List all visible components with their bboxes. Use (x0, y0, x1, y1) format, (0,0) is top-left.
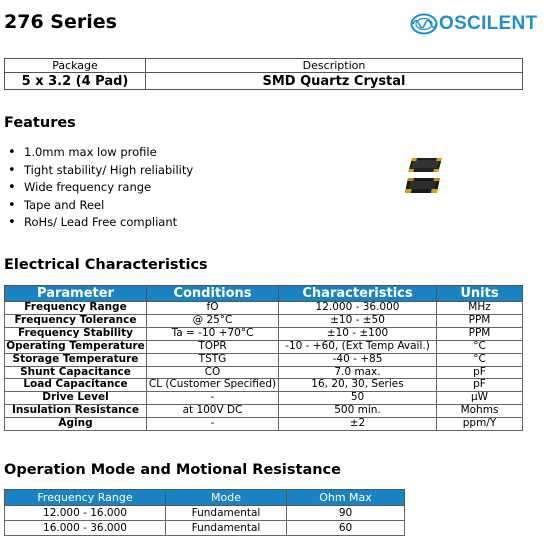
param-cell: Frequency Range (5, 302, 147, 315)
features-heading: Features (4, 115, 76, 131)
characteristic-cell: ±10 - ±50 (279, 314, 437, 327)
unit-cell: °C (437, 340, 523, 353)
electrical-heading: Electrical Characteristics (4, 257, 208, 273)
description-header: Description (146, 59, 523, 73)
characteristic-cell: 7.0 max. (279, 366, 437, 379)
condition-cell: TOPR (147, 340, 279, 353)
mode-cell: Fundamental (166, 506, 287, 521)
ohm-cell: 60 (287, 521, 405, 536)
table-row (5, 340, 523, 353)
characteristic-cell: 16, 20, 30, Series (279, 379, 437, 392)
param-cell: Insulation Resistance (5, 405, 147, 418)
ohm-cell: 90 (287, 506, 405, 521)
table-row (5, 506, 405, 521)
characteristic-cell: -40 - +85 (279, 353, 437, 366)
electrical-table (4, 285, 523, 431)
unit-cell: pF (437, 366, 523, 379)
crystal-product-image (402, 156, 452, 198)
unit-cell: ppm/Y (437, 418, 523, 431)
characteristic-cell: 12.000 - 36.000 (279, 302, 437, 315)
package-table (4, 58, 523, 90)
operation-table (4, 489, 405, 536)
brand-logo (410, 11, 555, 39)
param-cell: Operating Temperature (6, 339, 145, 352)
param-cell: Storage Temperature (5, 353, 147, 366)
unit-cell: PPM (437, 327, 523, 340)
param-cell: Frequency Tolerance (5, 314, 147, 327)
column-header: Ohm Max (287, 490, 405, 506)
table-row (5, 353, 523, 366)
condition-cell: CL (Customer Specified) (147, 379, 279, 392)
column-header: Mode (166, 490, 287, 506)
param-cell: Frequency Stability (5, 327, 147, 340)
frequency-cell: 12.000 - 16.000 (5, 506, 166, 521)
condition-cell: at 100V DC (147, 405, 279, 418)
column-header: Conditions (147, 286, 279, 302)
frequency-cell: 16.000 - 36.000 (5, 521, 166, 536)
condition-cell: - (147, 392, 279, 405)
table-row (5, 314, 523, 327)
unit-cell: MHz (437, 302, 523, 315)
condition-cell: TSTG (147, 353, 279, 366)
column-header: Characteristics (279, 286, 437, 302)
param-cell: Load Capacitance (5, 379, 147, 392)
table-row (5, 379, 523, 392)
table-row (5, 405, 523, 418)
column-header: Units (437, 286, 523, 302)
condition-cell: - (147, 418, 279, 431)
condition-cell: Ta = -10 +70°C (147, 327, 279, 340)
characteristic-cell: ±2 (279, 418, 437, 431)
features-list (8, 144, 193, 232)
page-title: 276 Series (4, 11, 117, 33)
table-row (5, 521, 405, 536)
characteristic-cell: -10 - +60, (Ext Temp Avail.) (279, 340, 437, 353)
mode-cell: Fundamental (166, 521, 287, 536)
characteristic-cell: 500 min. (279, 405, 437, 418)
table-row (5, 327, 523, 340)
param-cell: Shunt Capacitance (5, 366, 147, 379)
param-cell: Aging (5, 418, 147, 431)
list-item: • Wide frequency range (8, 179, 193, 197)
list-item: • Tight stability/ High reliability (8, 162, 193, 180)
description-value: SMD Quartz Crystal (146, 73, 523, 90)
unit-cell: μW (437, 392, 523, 405)
table-row (5, 392, 523, 405)
param-cell: Drive Level (5, 392, 147, 405)
characteristic-cell: 50 (279, 392, 437, 405)
list-item: • RoHs/ Lead Free compliant (8, 214, 193, 232)
package-value: 5 x 3.2 (4 Pad) (5, 73, 146, 90)
package-header: Package (5, 59, 146, 73)
condition-cell: CO (147, 366, 279, 379)
table-row (5, 366, 523, 379)
table-row (5, 302, 523, 315)
list-item: • Tape and Reel (8, 197, 193, 215)
logo-text: OSCILENT (439, 13, 538, 34)
unit-cell: pF (437, 379, 523, 392)
condition-cell: @ 25°C (147, 314, 279, 327)
condition-cell: fO (147, 302, 279, 315)
column-header: Parameter (5, 286, 147, 302)
operation-heading: Operation Mode and Motional Resistance (4, 462, 341, 478)
characteristic-cell: ±10 - ±100 (279, 327, 437, 340)
column-header: Frequency Range (5, 490, 166, 506)
table-row (5, 418, 523, 431)
unit-cell: °C (437, 353, 523, 366)
oscilent-wave-icon (410, 12, 438, 36)
unit-cell: Mohms (437, 405, 523, 418)
list-item: • 1.0mm max low profile (8, 144, 193, 162)
unit-cell: PPM (437, 314, 523, 327)
